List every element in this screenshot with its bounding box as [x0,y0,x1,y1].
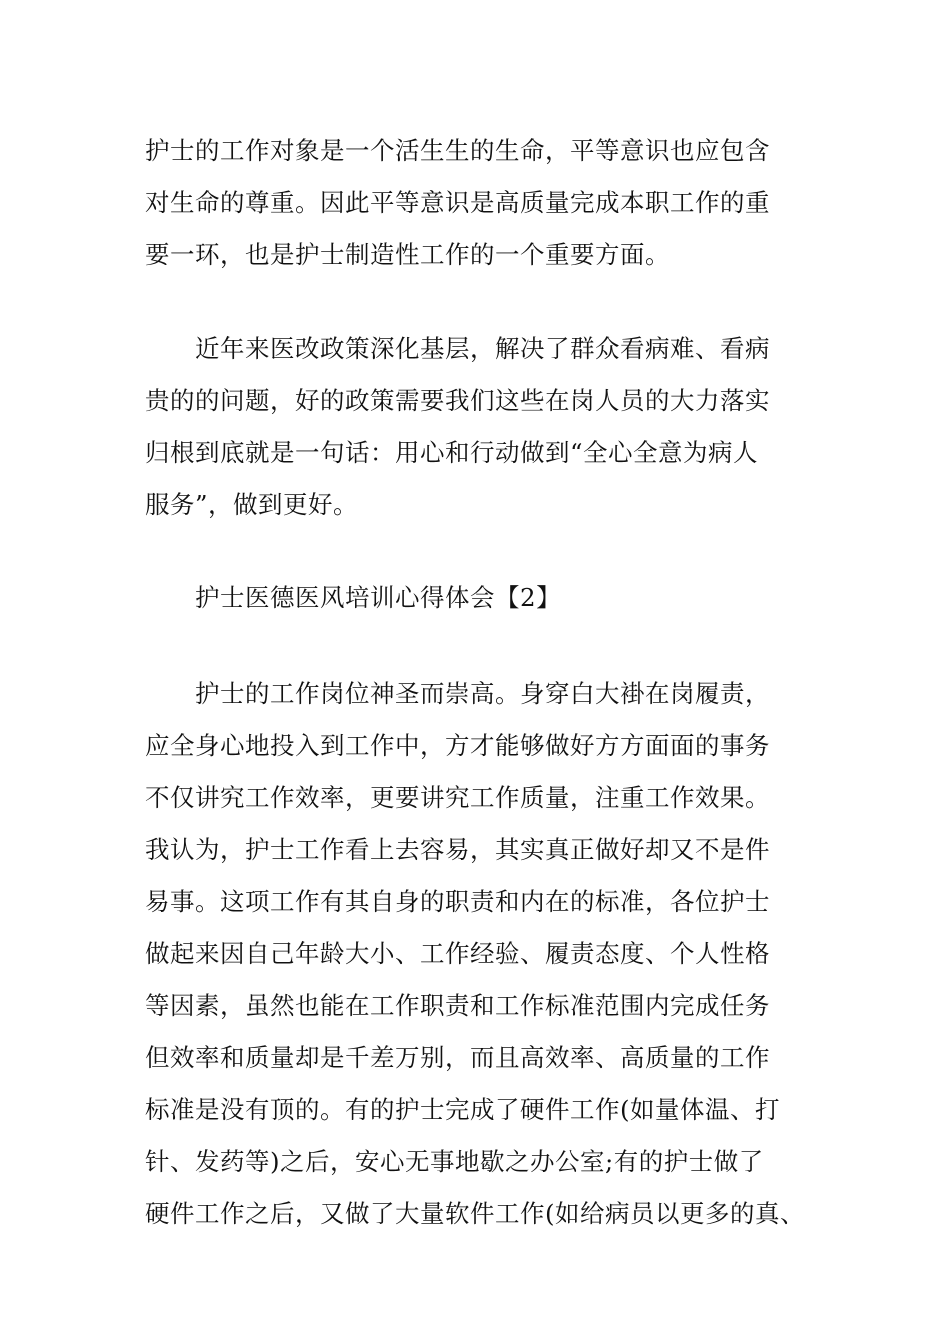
text-line: 归根到底就是一句话：用心和行动做到“全心全意为病人 [145,438,759,467]
paragraph-1 [145,125,825,281]
text-line: 等因素，虽然也能在工作职责和工作标准范围内完成任务 [145,991,770,1020]
text-line: 护士的工作对象是一个活生生的生命，平等意识也应包含 [145,136,770,165]
text-line: 做起来因自己年龄大小、工作经验、履责态度、个人性格 [145,939,770,968]
text-line: 护士的工作岗位神圣而崇高。身穿白大褂在岗履责， [195,679,770,708]
text-line: 要一环，也是护士制造性工作的一个重要方面。 [145,240,670,269]
text-line: 但效率和质量却是千差万别，而且高效率、高质量的工作 [145,1043,770,1072]
text-line: 贵的的问题，好的政策需要我们这些在岗人员的大力落实 [145,386,770,415]
text-line: 服务”，做到更好。 [145,490,359,519]
text-line: 易事。这项工作有其自身的职责和内在的标准，各位护士 [145,887,770,916]
paragraph-3 [145,668,825,1240]
text-line: 硬件工作之后，又做了大量软件工作(如给病员以更多的真、 [145,1199,806,1228]
paragraph-2 [145,323,825,531]
text-line: 我认为，护士工作看上去容易，其实真正做好却又不是件 [145,835,770,864]
text-line: 标准是没有顶的。有的护士完成了硬件工作(如量体温、打 [145,1095,781,1124]
text-line: 针、发药等)之后，安心无事地歇之办公室;有的护士做了 [145,1147,764,1176]
text-line: 近年来医改政策深化基层，解决了群众看病难、看病 [195,334,770,363]
text-line: 对生命的尊重。因此平等意识是高质量完成本职工作的重 [145,188,770,217]
section-heading: 护士医德医风培训心得体会【2】 [195,583,562,612]
section-heading-block [145,572,825,624]
text-line: 不仅讲究工作效率，更要讲究工作质量，注重工作效果。 [145,783,770,812]
text-line: 应全身心地投入到工作中，方才能够做好方方面面的事务 [145,731,770,760]
